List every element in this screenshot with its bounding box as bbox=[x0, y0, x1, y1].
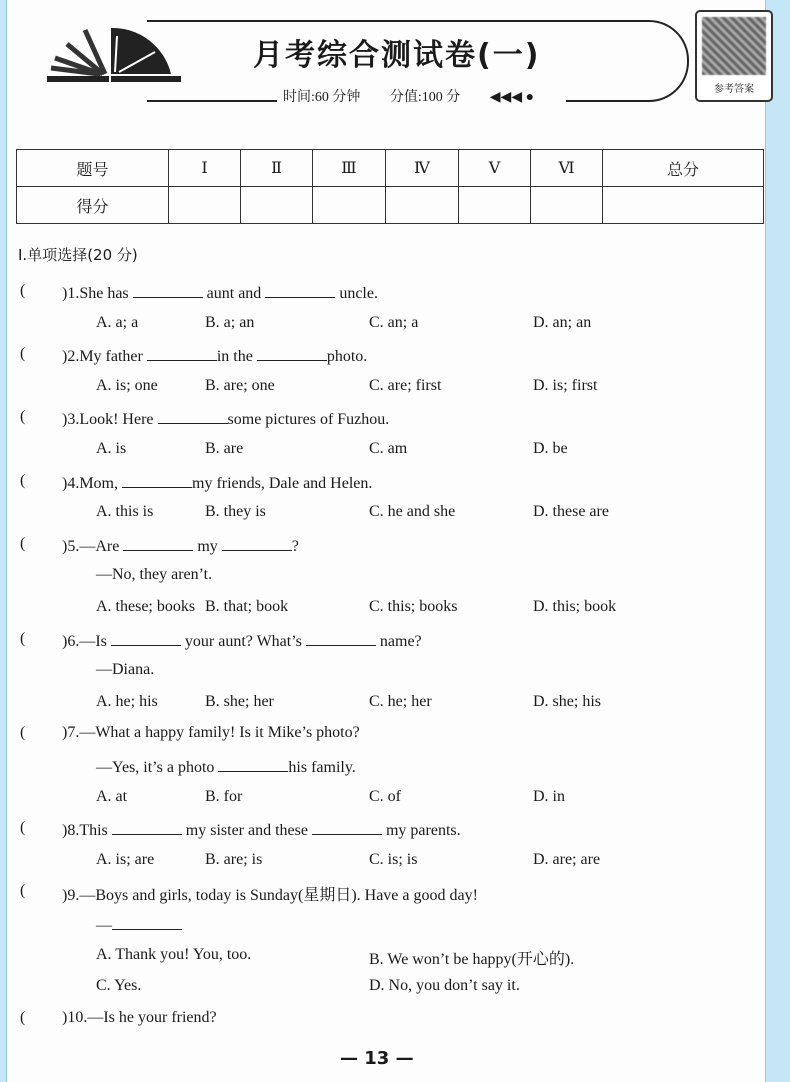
score-header-cell: Ⅲ bbox=[313, 150, 386, 187]
question-number: )2. bbox=[62, 348, 80, 366]
answer-blank[interactable] bbox=[123, 535, 193, 551]
question-dialogue bbox=[96, 914, 182, 935]
qr-code-icon bbox=[702, 17, 766, 75]
stem-text: my bbox=[193, 537, 222, 555]
stem-text: my sister and these bbox=[181, 822, 312, 840]
stem-text: my friends, Dale and Helen. bbox=[192, 474, 373, 492]
question-line bbox=[0, 566, 790, 590]
question-line bbox=[0, 724, 790, 748]
answer-blank[interactable] bbox=[222, 535, 292, 551]
option-d[interactable]: D. these are bbox=[533, 503, 609, 521]
option-b[interactable]: B. We won’t be happy(开心的). bbox=[369, 950, 575, 968]
option-a[interactable]: A. is bbox=[96, 440, 127, 457]
option-d[interactable]: D. this; book bbox=[533, 598, 617, 615]
score-table bbox=[16, 149, 764, 224]
stem-text: —Is bbox=[79, 632, 111, 650]
answer-blank[interactable] bbox=[306, 630, 376, 646]
score-header-cell: Ⅱ bbox=[241, 150, 313, 187]
answer-paren[interactable]: ( bbox=[20, 724, 26, 742]
score-input-cell[interactable] bbox=[386, 187, 459, 224]
score-input-cell[interactable] bbox=[603, 187, 764, 224]
option-a[interactable]: A. he; his bbox=[96, 692, 158, 710]
question-stem bbox=[62, 345, 367, 366]
answer-paren[interactable]: ( bbox=[20, 819, 26, 837]
question-number: )7. bbox=[62, 724, 80, 742]
option-d[interactable]: D. is; first bbox=[533, 376, 598, 394]
option-b[interactable]: B. she; her bbox=[205, 692, 274, 710]
question-stem bbox=[62, 819, 461, 840]
option-a[interactable]: A. is; are bbox=[96, 850, 155, 868]
answer-paren[interactable]: ( bbox=[20, 629, 26, 647]
question-line bbox=[0, 882, 790, 906]
answer-blank[interactable] bbox=[147, 345, 217, 361]
question-dialogue bbox=[96, 756, 356, 777]
score-input-cell[interactable] bbox=[459, 187, 531, 224]
question-stem bbox=[62, 1009, 217, 1027]
score-header-cell: Ⅳ bbox=[386, 150, 459, 187]
answer-qr-code[interactable] bbox=[695, 10, 773, 102]
stem-text: uncle. bbox=[335, 285, 378, 302]
stem-text: aunt and bbox=[202, 285, 266, 302]
question-number: )4. bbox=[62, 474, 80, 492]
option-b[interactable]: B. a; an bbox=[205, 313, 255, 331]
stem-text: your aunt? What’s bbox=[180, 632, 306, 650]
answer-blank[interactable] bbox=[112, 914, 182, 930]
answer-paren[interactable]: ( bbox=[20, 471, 26, 489]
stem-text: —What a happy family! Is it Mike’s photo? bbox=[79, 724, 360, 742]
question-line bbox=[0, 756, 790, 780]
question-number: )3. bbox=[62, 411, 80, 429]
option-c[interactable]: C. of bbox=[369, 787, 401, 805]
question-stem bbox=[62, 472, 372, 493]
question-line bbox=[0, 282, 790, 306]
stem-text: name? bbox=[375, 632, 422, 650]
stem-text: She has bbox=[79, 285, 133, 302]
score-header-cell: 总分 bbox=[603, 150, 764, 187]
option-a[interactable]: A. a; a bbox=[96, 313, 139, 331]
question-number: )10. bbox=[62, 1008, 88, 1026]
question-stem bbox=[62, 724, 360, 742]
stem-text: photo. bbox=[326, 348, 368, 366]
stem-text: some pictures of Fuzhou. bbox=[227, 411, 390, 429]
answer-blank[interactable] bbox=[111, 630, 181, 646]
stem-text: My father bbox=[79, 348, 147, 366]
option-c[interactable]: C. are; first bbox=[369, 376, 442, 394]
option-c[interactable]: C. is; is bbox=[369, 850, 418, 868]
stem-text: —Boys and girls, today is Sunday(星期日). Have a good day! bbox=[79, 887, 478, 905]
qr-label: 参考答案 bbox=[714, 84, 754, 95]
option-d[interactable]: D. an; an bbox=[533, 313, 592, 331]
question-line bbox=[0, 408, 790, 432]
stem-text: — bbox=[96, 917, 112, 934]
option-b[interactable]: B. that; book bbox=[205, 598, 289, 615]
question-stem bbox=[62, 882, 478, 905]
option-d[interactable]: D. are; are bbox=[533, 850, 601, 868]
stem-text: Mom, bbox=[79, 474, 122, 492]
option-a[interactable]: A. is; one bbox=[96, 376, 158, 394]
time-limit: 时间:60 分钟 bbox=[283, 90, 361, 105]
option-c[interactable]: C. an; a bbox=[369, 313, 419, 331]
total-score: 分值:100 分 bbox=[389, 90, 461, 105]
stem-text: —Are bbox=[79, 537, 124, 555]
option-c[interactable]: C. am bbox=[369, 440, 408, 457]
page-number: — 13 — bbox=[340, 1048, 414, 1069]
option-b[interactable]: B. are; is bbox=[205, 850, 263, 868]
option-a[interactable]: A. Thank you! You, too. bbox=[96, 945, 252, 963]
question-number: )1. bbox=[62, 285, 80, 302]
score-input-cell[interactable] bbox=[313, 187, 386, 224]
question-line bbox=[0, 345, 790, 369]
score-header-cell: Ⅰ bbox=[169, 150, 241, 187]
question-number: )6. bbox=[62, 632, 80, 650]
page-title: 月考综合测试卷(一) bbox=[247, 30, 546, 74]
option-c[interactable]: C. he and she bbox=[369, 503, 456, 521]
option-b[interactable]: B. they is bbox=[205, 503, 266, 521]
question-line bbox=[0, 1009, 790, 1033]
exam-meta bbox=[277, 86, 566, 106]
stem-text: —Diana. bbox=[96, 661, 155, 679]
question-line bbox=[0, 535, 790, 559]
option-c[interactable]: C. this; books bbox=[369, 598, 458, 615]
answer-paren[interactable]: ( bbox=[20, 882, 26, 900]
stem-text: This bbox=[79, 822, 112, 840]
question-stem bbox=[62, 282, 378, 303]
answer-blank[interactable] bbox=[158, 408, 228, 424]
score-input-cell[interactable] bbox=[169, 187, 241, 224]
question-line bbox=[0, 819, 790, 843]
question-number: )9. bbox=[62, 887, 80, 905]
question-stem bbox=[62, 535, 299, 556]
answer-paren[interactable]: ( bbox=[20, 534, 26, 552]
option-d[interactable]: D. in bbox=[533, 787, 565, 805]
answer-paren[interactable]: ( bbox=[20, 1008, 26, 1026]
question-line bbox=[0, 661, 790, 685]
answer-paren[interactable]: ( bbox=[20, 282, 26, 299]
option-a[interactable]: A. this is bbox=[96, 503, 154, 521]
option-d[interactable]: D. No, you don’t say it. bbox=[369, 977, 520, 995]
option-d[interactable]: D. she; his bbox=[533, 692, 601, 710]
question-number: )8. bbox=[62, 822, 80, 840]
answer-blank[interactable] bbox=[265, 282, 335, 298]
question-dialogue bbox=[96, 566, 212, 584]
stem-text: —Is he your friend? bbox=[87, 1008, 217, 1026]
answer-paren[interactable]: ( bbox=[20, 408, 26, 426]
score-header-cell: 题号 bbox=[17, 150, 169, 187]
answer-blank[interactable] bbox=[112, 819, 182, 835]
answer-blank[interactable] bbox=[133, 282, 203, 298]
option-a[interactable]: A. these; books bbox=[96, 598, 196, 615]
answer-blank[interactable] bbox=[312, 819, 382, 835]
option-d[interactable]: D. be bbox=[533, 440, 568, 457]
answer-blank[interactable] bbox=[257, 345, 327, 361]
question-stem bbox=[62, 408, 389, 429]
stem-text: his family. bbox=[288, 759, 356, 776]
score-input-cell[interactable] bbox=[531, 187, 603, 224]
option-c[interactable]: C. he; her bbox=[369, 692, 432, 710]
stem-text: Look! Here bbox=[79, 411, 158, 429]
score-input-cell[interactable] bbox=[241, 187, 313, 224]
option-b[interactable]: B. are bbox=[205, 440, 244, 457]
answer-paren[interactable]: ( bbox=[20, 345, 26, 363]
stem-text: —Yes, it’s a photo bbox=[96, 759, 219, 776]
score-row-label: 得分 bbox=[17, 187, 169, 224]
stem-text: —No, they aren’t. bbox=[96, 566, 213, 584]
option-c[interactable]: C. Yes. bbox=[96, 977, 142, 995]
question-line bbox=[0, 630, 790, 654]
question-stem bbox=[62, 630, 422, 651]
option-b[interactable]: B. are; one bbox=[205, 376, 275, 394]
answer-blank[interactable] bbox=[122, 472, 192, 488]
score-header-cell: Ⅴ bbox=[459, 150, 531, 187]
stem-text: ? bbox=[291, 537, 299, 555]
arrows-icon: ◀◀◀ ● bbox=[489, 90, 535, 105]
question-line bbox=[0, 914, 790, 938]
section-heading: Ⅰ.单项选择(20 分) bbox=[18, 246, 138, 264]
question-number: )5. bbox=[62, 537, 80, 555]
question-line bbox=[0, 472, 790, 496]
stem-text: in the bbox=[216, 348, 257, 366]
question-dialogue bbox=[96, 661, 154, 679]
stem-text: my parents. bbox=[381, 822, 461, 840]
answer-blank[interactable] bbox=[218, 756, 288, 772]
option-b[interactable]: B. for bbox=[205, 787, 243, 805]
option-a[interactable]: A. at bbox=[96, 787, 128, 805]
score-header-cell: Ⅵ bbox=[531, 150, 603, 187]
